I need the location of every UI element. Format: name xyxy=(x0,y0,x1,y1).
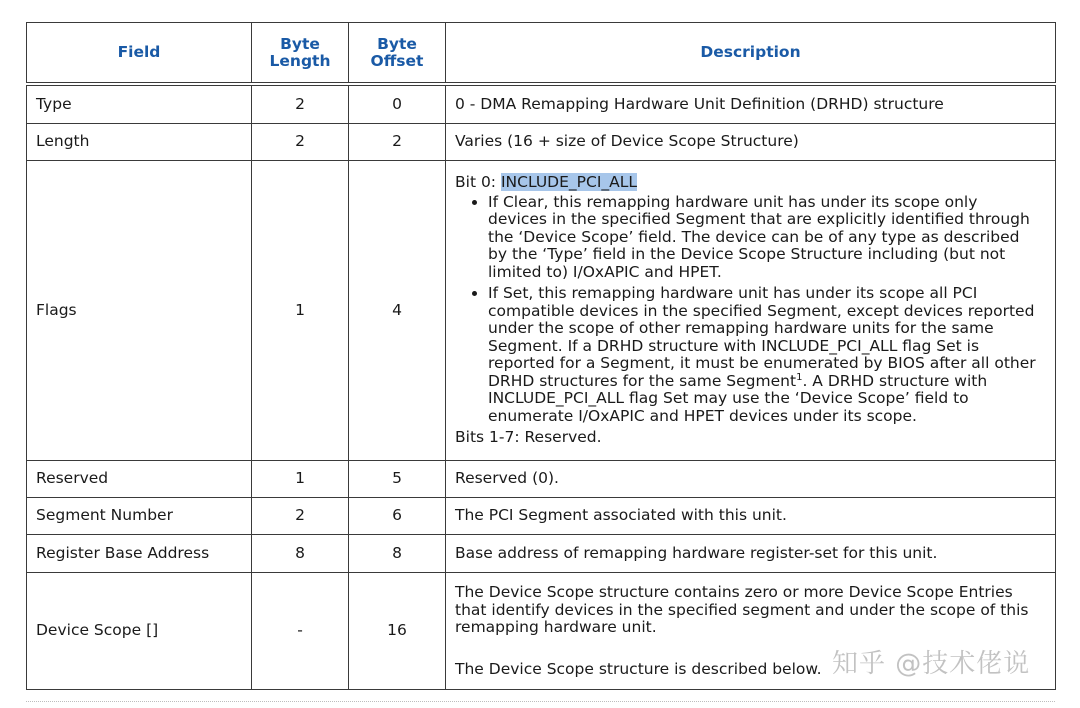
table-row xyxy=(27,84,1056,124)
list-item xyxy=(488,285,1046,425)
byte-length-cell: 2 xyxy=(252,498,349,535)
field-cell: Register Base Address xyxy=(27,535,252,573)
field-cell: Type xyxy=(27,84,252,124)
field-cell: Length xyxy=(27,124,252,161)
description-cell: Base address of remapping hardware register-set for this unit. xyxy=(446,535,1056,573)
table-row xyxy=(27,498,1056,535)
byte-length-cell: 2 xyxy=(252,124,349,161)
bit0-prefix: Bit 0: xyxy=(455,173,501,192)
byte-length-cell: 1 xyxy=(252,161,349,461)
header-description: Description xyxy=(446,23,1056,85)
description-cell: 0 - DMA Remapping Hardware Unit Definition (DRHD) structure xyxy=(446,84,1056,124)
byte-offset-cell: 6 xyxy=(349,498,446,535)
page-bottom-edge xyxy=(26,701,1055,706)
header-byte-length: Byte Length xyxy=(252,23,349,85)
table-row xyxy=(27,461,1056,498)
field-cell: Reserved xyxy=(27,461,252,498)
table-row xyxy=(27,161,1056,461)
byte-length-cell: 1 xyxy=(252,461,349,498)
byte-length-cell: 2 xyxy=(252,84,349,124)
table-row xyxy=(27,573,1056,690)
byte-offset-cell: 16 xyxy=(349,573,446,690)
header-byte-offset: Byte Offset xyxy=(349,23,446,85)
description-cell: The PCI Segment associated with this unit. xyxy=(446,498,1056,535)
header-row xyxy=(27,23,1056,85)
table-row xyxy=(27,535,1056,573)
bullet-text: If Set, this remapping hardware unit has under its scope all PCI compatible devices in the specified Segment, except devices reported under the scope of other remapping hardware units for the same Segment. If a DRHD structure with INCLUDE_PCI_ALL flag Set is reported for a Segment, it must be enumerated by BIOS after all other DRHD structures for the same Segment xyxy=(488,284,1036,390)
byte-length-cell: 8 xyxy=(252,535,349,573)
byte-offset-cell: 4 xyxy=(349,161,446,461)
table-row xyxy=(27,124,1056,161)
highlighted-selection[interactable]: INCLUDE_PCI_ALL xyxy=(500,173,638,192)
list-item: • If Clear, this remapping hardware unit has under its scope only devices in the specified Segment that are explicitly identified through the ‘Device Scope’ field. The device can be of any type as described by the ‘Type’ field in the Device Scope Structure including (but not limited to) I/OxAPIC and HPET. xyxy=(488,194,1046,282)
header-field: Field xyxy=(27,23,252,85)
field-cell: Flags xyxy=(27,161,252,461)
description-cell xyxy=(446,161,1056,461)
device-scope-paragraph: The Device Scope structure contains zero or more Device Scope Entries that identify devices in the specified segment and under the scope of this remapping hardware unit. xyxy=(455,583,1029,636)
field-cell: Device Scope [] xyxy=(27,573,252,690)
device-scope-paragraph: The Device Scope structure is described below. xyxy=(455,659,822,678)
byte-offset-cell: 5 xyxy=(349,461,446,498)
description-cell xyxy=(446,573,1056,690)
footnote-marker: 1 xyxy=(796,371,803,383)
byte-offset-cell: 0 xyxy=(349,84,446,124)
byte-length-cell: - xyxy=(252,573,349,690)
watermark: 知乎 @技术佬说 xyxy=(832,649,1031,679)
bits-reserved-line: Bits 1-7: Reserved. xyxy=(455,428,602,447)
description-cell: Varies (16 + size of Device Scope Structure) xyxy=(446,124,1056,161)
drhd-structure-table xyxy=(26,22,1056,690)
description-cell: Reserved (0). xyxy=(446,461,1056,498)
flag-bullet-list xyxy=(455,194,1046,426)
field-cell: Segment Number xyxy=(27,498,252,535)
bit0-line xyxy=(455,174,1046,192)
byte-offset-cell: 8 xyxy=(349,535,446,573)
bullet-text: . A DRHD structure with INCLUDE_PCI_ALL flag Set may use the ‘Device Scope’ field to enumerate I/OxAPIC and HPET devices under its scope. xyxy=(488,371,988,425)
byte-offset-cell: 2 xyxy=(349,124,446,161)
